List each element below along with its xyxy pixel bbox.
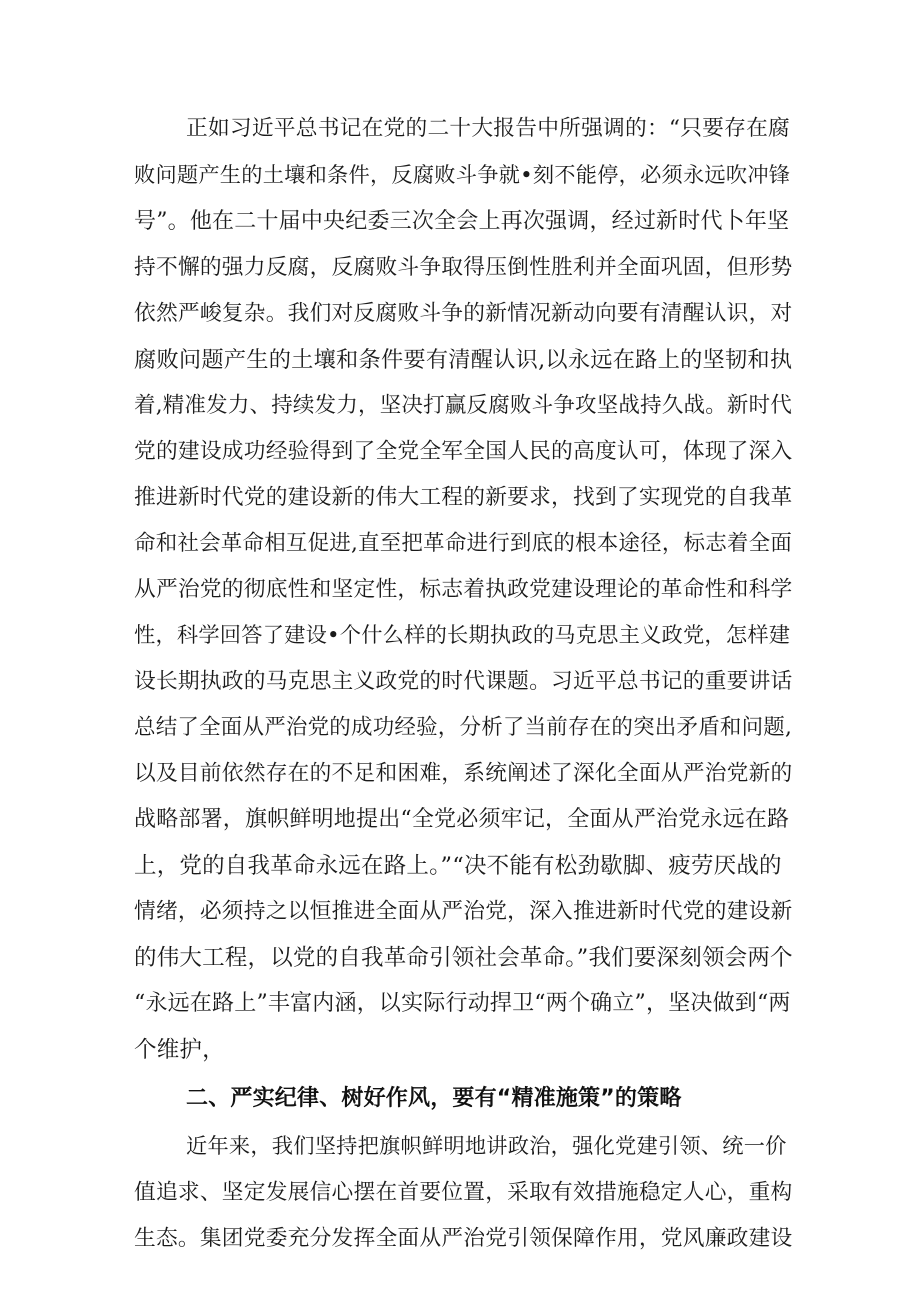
paragraph-1-line-11: 从严治党的彻底性和坚定性，标志着执政党建设理论的革命性和科学	[134, 577, 793, 602]
paragraph-1-line-20: “永远在路上”丰富内涵，以实际行动捍卫“两个确立”，坚决做到“两	[134, 991, 791, 1016]
paragraph-1-line-10: 命和社会革命相互促进,直至把革命进行到底的根本途径，标志着全面	[134, 531, 793, 556]
paragraph-1-line-7: 着,精准发力、持续发力，坚决打赢反腐败斗争攻坚战持久战。新时代	[134, 393, 793, 418]
paragraph-1-line-3: 号”。他在二十届中央纪委三次全会上再次强调，经过新时代卜年坚	[134, 209, 790, 234]
paragraph-1-line-15: 以及目前依然存在的不足和困难，系统阐述了深化全面从严治党新的	[134, 761, 793, 786]
paragraph-2-line-1: 近年来，我们坚持把旗帜鲜明地讲政治，强化党建引领、统一价	[186, 1134, 787, 1159]
section-heading-2: 二、严实纪律、树好作风，要有“精准施策”的策略	[186, 1086, 682, 1111]
paragraph-1-line-8: 党的建设成功经验得到了全党全军全国人民的高度认可，体现了深入	[134, 439, 793, 464]
paragraph-1-line-14: 总结了全面从严治党的成功经验，分析了当前存在的突出矛盾和问题,	[134, 715, 793, 740]
paragraph-1-line-21: 个维护，	[134, 1037, 225, 1063]
paragraph-1-line-1: 正如习近平总书记在党的二十大报告中所强调的：“只要存在腐	[186, 116, 790, 141]
paragraph-1-line-13: 设长期执政的马克思主义政党的时代课题。习近平总书记的重要讲话	[134, 669, 793, 694]
paragraph-1-line-18: 情绪，必须持之以恒推进全面从严治党，深入推进新时代党的建设新	[134, 899, 793, 924]
paragraph-1-line-5: 依然严峻复杂。我们对反腐败斗争的新情况新动向要有清醒认识，对	[134, 301, 793, 326]
paragraph-1-line-9: 推进新时代党的建设新的伟大工程的新要求，找到了实现党的自我革	[134, 485, 793, 510]
paragraph-2-line-3: 生态。集团党委充分发挥全面从严治党引领保障作用，党风廉政建设	[134, 1226, 793, 1251]
paragraph-1-line-12: 性，科学回答了建设•个什么样的长期执政的马克思主义政党，怎样建	[134, 623, 791, 648]
paragraph-1-line-16: 战略部署，旗帜鲜明地提出“全党必须牢记，全面从严治党永远在路	[134, 807, 790, 832]
paragraph-1-line-2: 败问题产生的土壤和条件，反腐败斗争就•刻不能停，必须永远吹冲锋	[134, 163, 791, 188]
paragraph-1-line-17: 上，党的自我革命永远在路上。”“决不能有松劲歇脚、疲劳厌战的	[134, 853, 782, 879]
paragraph-2-line-2: 值追求、坚定发展信心摆在首要位置，采取有效措施稳定人心，重构	[134, 1180, 793, 1205]
paragraph-1-line-4: 持不懈的强力反腐，反腐败斗争取得压倒性胜利并全面巩固，但形势	[134, 255, 793, 280]
paragraph-1-line-19: 的伟大工程，以党的自我革命引领社会革命。”我们要深刻领会两个	[134, 945, 793, 971]
paragraph-1-line-6: 腐败问题产生的土壤和条件要有清醒认识,以永远在路上的坚韧和执	[134, 347, 793, 373]
